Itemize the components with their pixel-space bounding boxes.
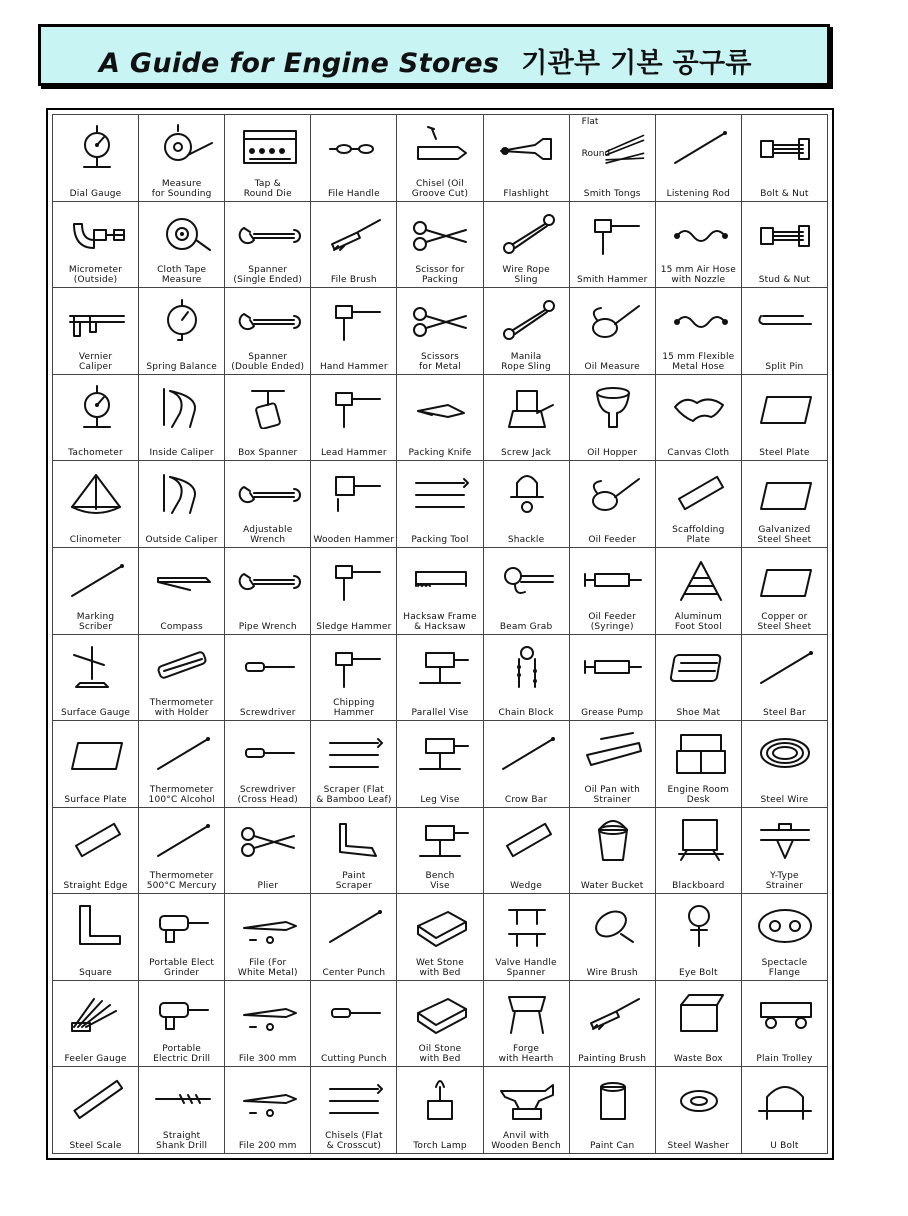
- tool-label: Steel Scale: [69, 1141, 122, 1151]
- tongs-flat-label: Flat: [581, 117, 599, 127]
- tool-cell-adjustable-wrench: [225, 461, 311, 548]
- tool-label: Manila Rope Sling: [501, 351, 551, 372]
- tool-cell-hand-hammer: [311, 288, 397, 375]
- tool-cell-file-handle: [311, 115, 397, 202]
- tool-cell-cutting-punch: [311, 981, 397, 1068]
- tool-label: Chipping Hammer: [333, 698, 375, 719]
- tool-label: Wooden Hammer: [313, 534, 395, 545]
- tool-cell-waste-box: [656, 981, 742, 1068]
- tool-label: Anvil with Wooden Bench: [491, 1131, 561, 1151]
- tool-label: Portable Elect Grinder: [149, 957, 215, 978]
- tool-cell-lead-hammer: [311, 375, 397, 462]
- tool-label: Valve Handle Spanner: [495, 957, 557, 978]
- tool-label: Grease Pump: [581, 708, 644, 719]
- tool-label: Flashlight: [503, 188, 549, 199]
- tool-label: Center Punch: [322, 967, 386, 978]
- tool-cell-center-punch: [311, 894, 397, 981]
- tool-label: Aluminum Foot Stool: [674, 611, 723, 632]
- tool-cell-steel-washer: [656, 1067, 742, 1154]
- tool-label: File (For White Metal): [237, 957, 298, 978]
- tool-label: U Bolt: [770, 1141, 799, 1151]
- tool-label: Screwdriver: [239, 708, 296, 719]
- tool-cell-15-mm-flexible-metal-hose: [656, 288, 742, 375]
- tool-label: Smith Hammer: [576, 275, 648, 286]
- tool-cell-file-300-mm: [225, 981, 311, 1068]
- tool-label: Paint Can: [589, 1141, 635, 1151]
- tool-label: Outside Caliper: [145, 534, 218, 545]
- tool-label: Split Pin: [765, 361, 804, 372]
- tool-label: Canvas Cloth: [667, 448, 730, 459]
- tool-cell-y-type-strainer: [742, 808, 828, 895]
- tool-cell-square: [53, 894, 139, 981]
- tool-cell-file-200-mm: [225, 1067, 311, 1154]
- tool-label: Portable Electric Drill: [153, 1044, 211, 1065]
- tool-label: Beam Grab: [499, 621, 553, 632]
- tool-label: Chisels (Flat & Crosscut): [325, 1131, 383, 1151]
- tool-label: Wire Rope Sling: [502, 265, 550, 286]
- tool-cell-wet-stone-with-bed: [397, 894, 483, 981]
- tool-cell-engine-room-desk: [656, 721, 742, 808]
- tool-cell-spanner-double-ended: [225, 288, 311, 375]
- tool-cell-manila-rope-sling: [484, 288, 570, 375]
- tool-label: Parallel Vise: [411, 708, 469, 719]
- tool-cell-beam-grab: [484, 548, 570, 635]
- tool-cell-u-bolt: [742, 1067, 828, 1154]
- tool-label: Box Spanner: [238, 448, 298, 459]
- tool-cell-file-for-white-metal: [225, 894, 311, 981]
- tool-cell-grease-pump: [570, 635, 656, 722]
- tool-label: File 300 mm: [238, 1054, 297, 1065]
- tool-label: Square: [79, 967, 112, 978]
- tool-cell-plier: [225, 808, 311, 895]
- tool-label: Leg Vise: [420, 794, 460, 805]
- tool-cell-portable-elect-grinder: [139, 894, 225, 981]
- tool-cell-chisels-flat-crosscut: [311, 1067, 397, 1154]
- tool-label: Surface Plate: [64, 794, 127, 805]
- tool-cell-oil-feeder-syringe: [570, 548, 656, 635]
- tool-cell-clinometer: [53, 461, 139, 548]
- tool-cell-screw-jack: [484, 375, 570, 462]
- tool-label: Spanner (Double Ended): [231, 351, 305, 372]
- tool-label: Lead Hammer: [321, 448, 387, 459]
- tool-label: Steel Wire: [760, 794, 809, 805]
- tool-cell-outside-caliper: [139, 461, 225, 548]
- tool-cell-scraper-flat-bamboo-leaf: [311, 721, 397, 808]
- tool-cell-smith-hammer: [570, 202, 656, 289]
- tool-label: Y-Type Strainer: [765, 871, 804, 892]
- tool-label: Torch Lamp: [413, 1141, 467, 1151]
- tool-cell-measure-for-sounding: [139, 115, 225, 202]
- tool-label: Straight Shank Drill: [156, 1131, 208, 1151]
- tool-label: Thermometer 500°C Mercury: [146, 871, 217, 892]
- tool-label: Wet Stone with Bed: [415, 957, 465, 978]
- tool-cell-oil-measure: [570, 288, 656, 375]
- tool-cell-thermometer-with-holder: [139, 635, 225, 722]
- tool-cell-canvas-cloth: [656, 375, 742, 462]
- tool-cell-oil-pan-with-strainer: [570, 721, 656, 808]
- tool-cell-micrometer-outside: [53, 202, 139, 289]
- page-title: [99, 41, 752, 80]
- tool-cell-leg-vise: [397, 721, 483, 808]
- tool-label: Micrometer (Outside): [68, 265, 123, 286]
- tools-chart: [46, 108, 834, 1160]
- tool-label: Eye Bolt: [678, 967, 718, 978]
- tool-label: Oil Measure: [584, 361, 640, 372]
- tool-cell-straight-shank-drill: [139, 1067, 225, 1154]
- tool-cell-chain-block: [484, 635, 570, 722]
- tool-cell-spring-balance: [139, 288, 225, 375]
- tool-label: Steel Plate: [759, 448, 810, 459]
- tool-label: Steel Washer: [667, 1141, 730, 1151]
- tool-label: Wedge: [510, 881, 543, 892]
- tool-cell-scaffolding-plate: [656, 461, 742, 548]
- tool-cell-compass: [139, 548, 225, 635]
- tool-cell-steel-wire: [742, 721, 828, 808]
- tool-cell-portable-electric-drill: [139, 981, 225, 1068]
- tool-cell-flashlight: [484, 115, 570, 202]
- tool-cell-eye-bolt: [656, 894, 742, 981]
- tool-label: File 200 mm: [238, 1141, 297, 1151]
- tool-label: Copper or Steel Sheet: [757, 611, 812, 632]
- tool-cell-thermometer-100-c-alcohol: [139, 721, 225, 808]
- tool-label: Stud & Nut: [758, 275, 811, 286]
- tool-cell-steel-bar: [742, 635, 828, 722]
- tool-cell-thermometer-500-c-mercury: [139, 808, 225, 895]
- tool-label: Water Bucket: [580, 881, 644, 892]
- tool-cell-wire-brush: [570, 894, 656, 981]
- tool-label: Adjustable Wrench: [243, 524, 293, 545]
- tool-label: Vernier Caliper: [78, 351, 113, 372]
- tool-label: Scissors for Metal: [419, 351, 461, 372]
- tool-label: Cutting Punch: [321, 1054, 387, 1065]
- tool-cell-tap-round-die: [225, 115, 311, 202]
- tool-label: Steel Bar: [763, 708, 806, 719]
- tool-label: Tap & Round Die: [243, 178, 292, 199]
- tool-cell-inside-caliper: [139, 375, 225, 462]
- tool-cell-straight-edge: [53, 808, 139, 895]
- tool-label: Surface Gauge: [60, 708, 131, 719]
- tool-label: Thermometer 100°C Alcohol: [148, 784, 215, 805]
- tool-cell-aluminum-foot-stool: [656, 548, 742, 635]
- tool-cell-dial-gauge: [53, 115, 139, 202]
- tool-label: Oil Hopper: [587, 448, 638, 459]
- tool-label: File Handle: [327, 188, 380, 199]
- tool-label: Oil Pan with Strainer: [584, 784, 640, 805]
- tool-label: Painting Brush: [578, 1054, 647, 1065]
- tool-cell-shackle: [484, 461, 570, 548]
- tool-label: Compass: [160, 621, 203, 632]
- tool-label: Wire Brush: [586, 967, 638, 978]
- tool-label: 15 mm Flexible Metal Hose: [662, 351, 735, 372]
- tool-cell-feeler-gauge: [53, 981, 139, 1068]
- tool-cell-parallel-vise: [397, 635, 483, 722]
- tool-cell-chisel-oil-groove-cut: [397, 115, 483, 202]
- tool-label: Hacksaw Frame & Hacksaw: [403, 611, 477, 632]
- tool-label: Paint Scraper: [335, 871, 372, 892]
- tool-cell-painting-brush: [570, 981, 656, 1068]
- tool-cell-wedge: [484, 808, 570, 895]
- tool-label: Spring Balance: [146, 361, 217, 372]
- tool-cell-chipping-hammer: [311, 635, 397, 722]
- tool-cell-file-brush: [311, 202, 397, 289]
- tool-cell-scissor-for-packing: [397, 202, 483, 289]
- title-korean: 기관부 기본 공구류: [521, 48, 752, 79]
- tool-label: Feeler Gauge: [64, 1054, 127, 1065]
- tool-cell-scissors-for-metal: [397, 288, 483, 375]
- tool-cell-hacksaw-frame-hacksaw: [397, 548, 483, 635]
- tool-cell-bench-vise: [397, 808, 483, 895]
- tool-label: Clinometer: [69, 534, 122, 545]
- tool-cell-sledge-hammer: [311, 548, 397, 635]
- tool-label: File Brush: [330, 275, 377, 286]
- tool-cell-crow-bar: [484, 721, 570, 808]
- tool-label: Waste Box: [673, 1054, 723, 1065]
- tool-label: Forge with Hearth: [498, 1044, 554, 1065]
- tool-cell-pipe-wrench: [225, 548, 311, 635]
- tool-cell-valve-handle-spanner: [484, 894, 570, 981]
- tool-label: Scaffolding Plate: [672, 524, 725, 545]
- tool-label: Smith Tongs: [583, 188, 641, 199]
- tool-label: Tachometer: [68, 448, 123, 459]
- tool-cell-packing-tool: [397, 461, 483, 548]
- tool-cell-water-bucket: [570, 808, 656, 895]
- tool-cell-screwdriver-cross-head: [225, 721, 311, 808]
- tool-label: Oil Feeder: [588, 534, 637, 545]
- tool-label: 15 mm Air Hose with Nozzle: [660, 265, 736, 286]
- tool-cell-steel-scale: [53, 1067, 139, 1154]
- tool-cell-shoe-mat: [656, 635, 742, 722]
- tool-label: Listening Rod: [666, 188, 731, 199]
- tool-label: Thermometer with Holder: [149, 698, 214, 719]
- tool-cell-screwdriver: [225, 635, 311, 722]
- tool-label: Chisel (Oil Groove Cut): [411, 178, 469, 199]
- tool-label: Oil Stone with Bed: [418, 1044, 462, 1065]
- tool-cell-copper-or-steel-sheet: [742, 548, 828, 635]
- tool-label: Sledge Hammer: [316, 621, 392, 632]
- tool-label: Marking Scriber: [76, 611, 115, 632]
- tool-cell-anvil-with-wooden-bench: [484, 1067, 570, 1154]
- tool-cell-spanner-single-ended: [225, 202, 311, 289]
- tool-cell-split-pin: [742, 288, 828, 375]
- tool-cell-surface-plate: [53, 721, 139, 808]
- tool-label: Screw Jack: [500, 448, 552, 459]
- tools-grid: [52, 114, 828, 1154]
- tool-cell-listening-rod: [656, 115, 742, 202]
- tool-cell-wooden-hammer: [311, 461, 397, 548]
- title-english: A Guide for Engine Stores: [99, 48, 500, 79]
- tool-cell-cloth-tape-measure: [139, 202, 225, 289]
- tool-cell-bolt-nut: [742, 115, 828, 202]
- tool-cell-spectacle-flange: [742, 894, 828, 981]
- tool-cell-tachometer: [53, 375, 139, 462]
- tool-cell-paint-scraper: [311, 808, 397, 895]
- tool-label: Scissor for Packing: [415, 265, 465, 286]
- tool-label: Spectacle Flange: [761, 957, 808, 978]
- tool-label: Plier: [257, 881, 279, 892]
- tool-label: Straight Edge: [63, 881, 128, 892]
- tool-label: Chain Block: [498, 708, 554, 719]
- tool-cell-steel-plate: [742, 375, 828, 462]
- tool-label: Galvanized Steel Sheet: [757, 524, 812, 545]
- tool-label: Dial Gauge: [69, 188, 122, 199]
- tool-cell-stud-nut: [742, 202, 828, 289]
- tool-cell-forge-with-hearth: [484, 981, 570, 1068]
- tool-label: Crow Bar: [504, 794, 548, 805]
- tool-cell-marking-scriber: [53, 548, 139, 635]
- tool-cell-oil-hopper: [570, 375, 656, 462]
- tool-label: Packing Knife: [408, 448, 472, 459]
- tool-label: Measure for Sounding: [151, 178, 212, 199]
- title-banner: [38, 24, 830, 86]
- tool-cell-vernier-caliper: [53, 288, 139, 375]
- tool-label: Engine Room Desk: [667, 784, 730, 805]
- tool-label: Cloth Tape Measure: [157, 265, 207, 286]
- tool-cell-oil-stone-with-bed: [397, 981, 483, 1068]
- tool-cell-smith-tongs: [570, 115, 656, 202]
- tool-cell-surface-gauge: [53, 635, 139, 722]
- tool-label: Packing Tool: [411, 534, 469, 545]
- tool-label: Bench Vise: [425, 871, 455, 892]
- tool-cell-galvanized-steel-sheet: [742, 461, 828, 548]
- tool-cell-15-mm-air-hose-with-nozzle: [656, 202, 742, 289]
- tool-label: Pipe Wrench: [238, 621, 297, 632]
- tool-label: Shoe Mat: [676, 708, 721, 719]
- tool-cell-blackboard: [656, 808, 742, 895]
- tool-label: Plain Trolley: [756, 1054, 813, 1065]
- tool-cell-oil-feeder: [570, 461, 656, 548]
- tool-label: Inside Caliper: [149, 448, 214, 459]
- tool-cell-paint-can: [570, 1067, 656, 1154]
- tool-label: Bolt & Nut: [760, 188, 809, 199]
- tool-label: Blackboard: [672, 881, 725, 892]
- tool-label: Spanner (Single Ended): [233, 265, 303, 286]
- tool-label: Screwdriver (Cross Head): [237, 784, 299, 805]
- tool-label: Hand Hammer: [319, 361, 388, 372]
- tool-cell-torch-lamp: [397, 1067, 483, 1154]
- tool-label: Oil Feeder (Syringe): [588, 611, 637, 632]
- tool-cell-plain-trolley: [742, 981, 828, 1068]
- tongs-round-label: Round: [581, 149, 611, 159]
- tool-cell-packing-knife: [397, 375, 483, 462]
- tool-label: Scraper (Flat & Bamboo Leaf): [316, 784, 392, 805]
- tool-label: Shackle: [507, 534, 545, 545]
- tool-cell-box-spanner: [225, 375, 311, 462]
- tool-cell-wire-rope-sling: [484, 202, 570, 289]
